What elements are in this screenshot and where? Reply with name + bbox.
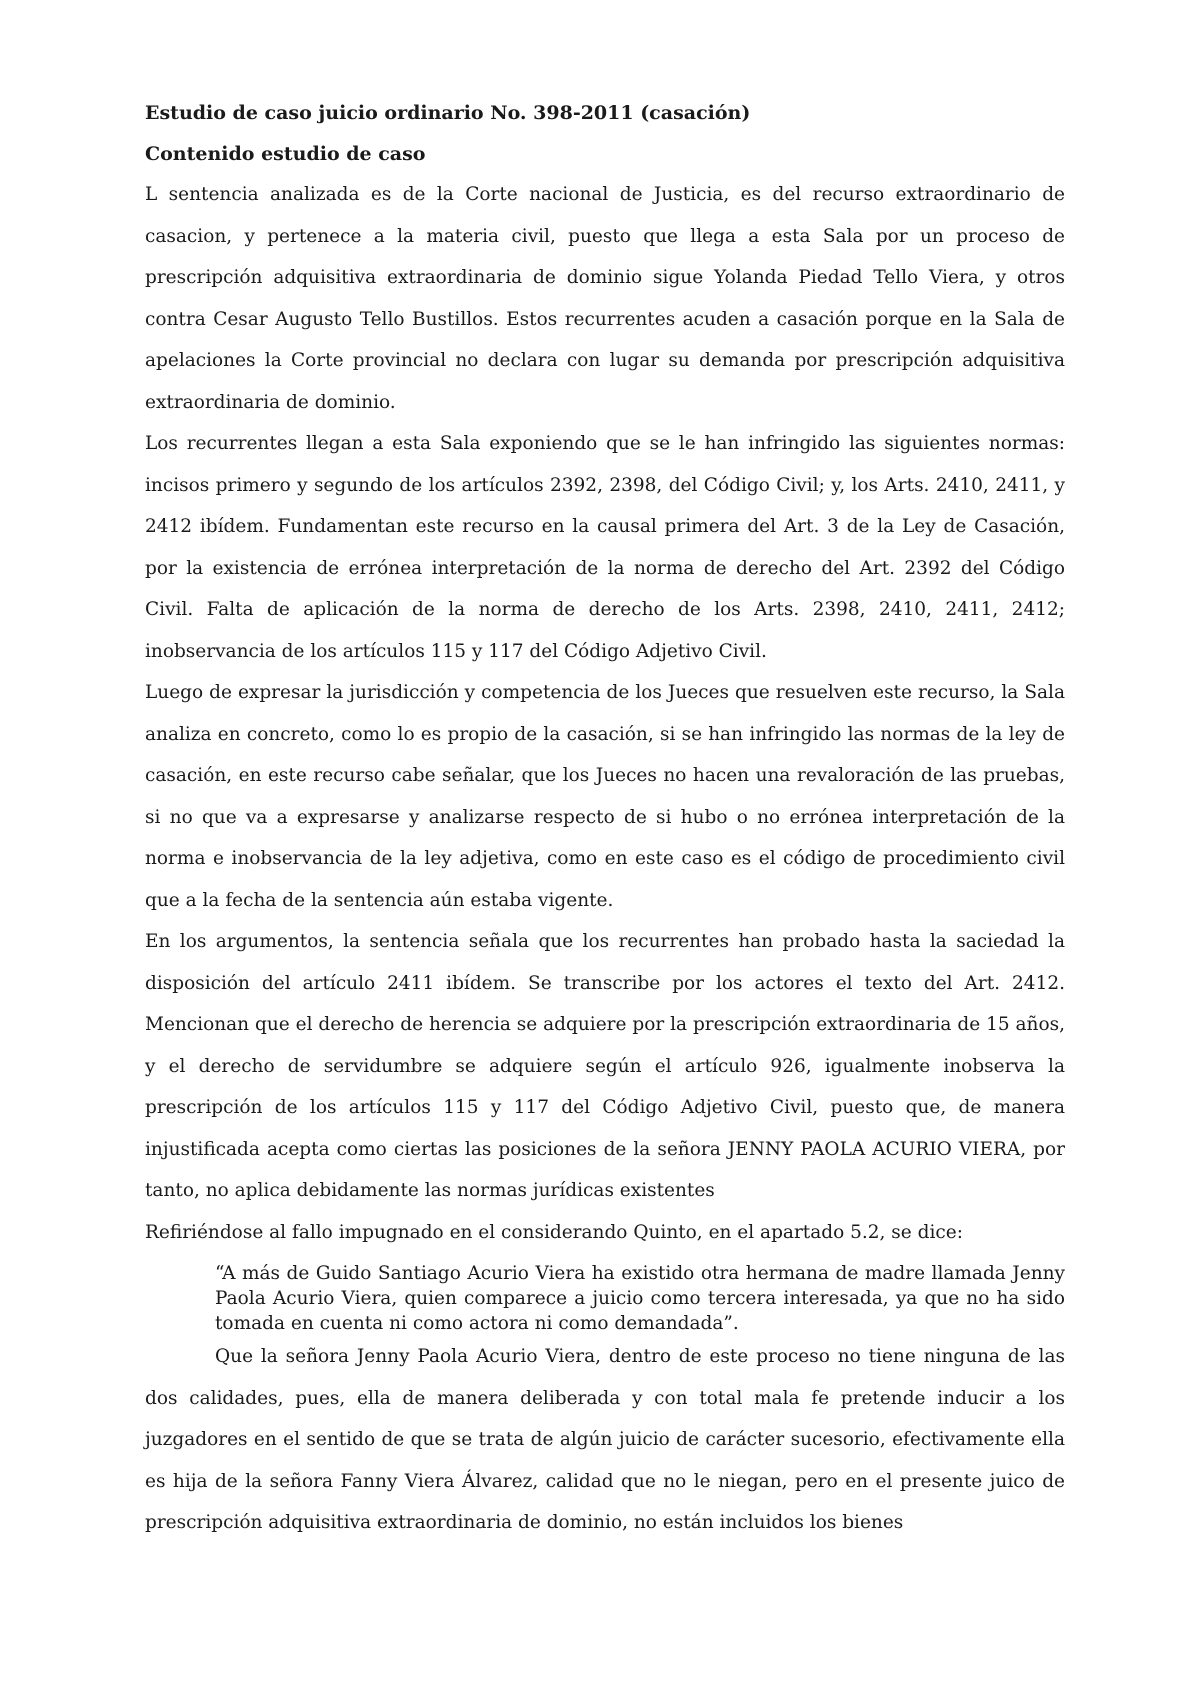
paragraph-recurrentes: Los recurrentes llegan a esta Sala exponiendo que se le han infringido las siguientes normas: incisos primero y segundo de los artículos 2392, 2398, del Código Civil; y, los Arts. 2410, 2411, y 2412 ibídem. Fundamentan este recurso en la causal primera del Art. 3 de la Ley de Casación, por la existencia de errónea interpretación de la norma de derecho del Art. 2392 del Código Civil. Falta de aplicación de la norma de derecho de los Arts. 2398, 2410, 2411, 2412; inobservancia de los artículos 115 y 117 del Código Adjetivo Civil.: [145, 433, 1065, 662]
block-quote: “A más de Guido Santiago Acurio Viera ha existido otra hermana de madre llamada Jenny Paola Acurio Viera, quien comparece a juicio como tercera interesada, ya que no ha sido tomada en cuenta ni como actora ni como demandada”.: [215, 1263, 1065, 1334]
paragraph-argumentos: En los argumentos, la sentencia señala que los recurrentes han probado hasta la saciedad la disposición del artículo 2411 ibídem. Se transcribe por los actores el texto del Art. 2412. Mencionan que el derecho de herencia se adquiere por la prescripción extraordinaria de 15 años, y el derecho de servidumbre se adquiere según el artículo 926, igualmente inobserva la prescripción de los artículos 115 y 117 del Código Adjetivo Civil, puesto que, de manera injustificada acepta como ciertas las posiciones de la señora JENNY PAOLA ACURIO VIERA, por tanto, no aplica debidamente las normas jurídicas existentes: [145, 931, 1065, 1201]
document-subtitle: Contenido estudio de caso: [145, 143, 426, 165]
paragraph-intro: L sentencia analizada es de la Corte nacional de Justicia, es del recurso extraordinario de casacion, y pertenece a la materia civil, puesto que llega a esta Sala por un proceso de prescripción adquisitiva extraordinaria de dominio sigue Yolanda Piedad Tello Viera, y otros contra Cesar Augusto Tello Bustillos. Estos recurrentes acuden a casación porque en la Sala de apelaciones la Corte provincial no declara con lugar su demanda por prescripción adquisitiva extraordinaria de dominio.: [145, 184, 1065, 413]
document-title: Estudio de caso juicio ordinario No. 398-2011 (casación): [145, 102, 751, 124]
paragraph-fallo-impugnado: Refiriéndose al fallo impugnado en el considerando Quinto, en el apartado 5.2, se dice:: [145, 1221, 963, 1243]
paragraph-jurisdiccion: Luego de expresar la jurisdicción y competencia de los Jueces que resuelven este recurso, la Sala analiza en concreto, como lo es propio de la casación, si se han infringido las normas de la ley de casación, en este recurso cabe señalar, que los Jueces no hacen una revaloración de las pruebas, si no que va a expresarse y analizarse respecto de si hubo o no errónea interpretación de la norma e inobservancia de la ley adjetiva, como en este caso es el código de procedimiento civil que a la fecha de la sentencia aún estaba vigente.: [145, 682, 1065, 911]
document-page: [145, 100, 1065, 1544]
paragraph-closing: Que la señora Jenny Paola Acurio Viera, dentro de este proceso no tiene ninguna de las dos calidades, pues, ella de manera deliberada y con total mala fe pretende inducir a los juzgadores en el sentido de que se trata de algún juicio de carácter sucesorio, efectivamente ella es hija de la señora Fanny Viera Álvarez, calidad que no le niegan, pero en el presente juico de prescripción adquisitiva extraordinaria de dominio, no están incluidos los bienes: [145, 1346, 1065, 1533]
